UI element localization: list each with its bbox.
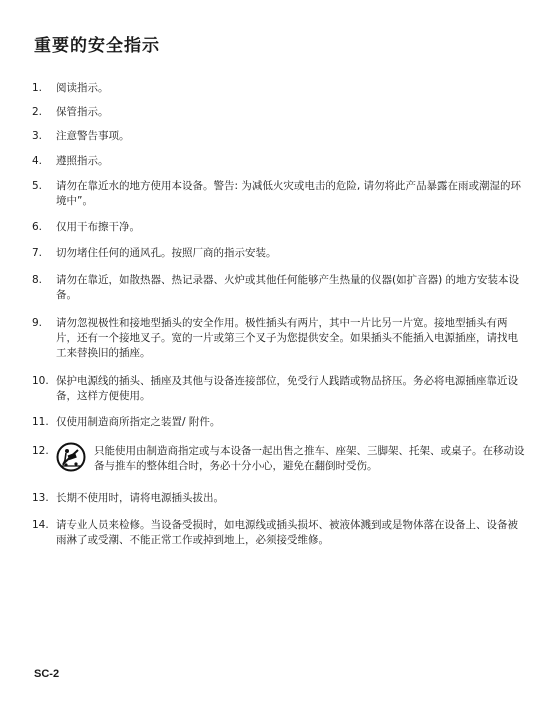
item-text: 只能使用由制造商指定或与本设备一起出售之推车、座架、三脚架、托架、或桌子。在移动设备与推车的整体组合时，务必十分小心，避免在翻倒时受伤。 [94, 445, 525, 472]
list-item [32, 444, 528, 474]
item-text: 请勿忽视极性和接地型插头的安全作用。极性插头有两片，其中一片比另一片宽。接地型插头有两片，还有一个接地叉子。宽的一片或第三个叉子为您提供安全。如果插头不能插入电源插座，请找电工来替换旧的插座。 [56, 317, 518, 359]
item-number: 5. [32, 180, 43, 192]
list-item [32, 273, 528, 303]
item-text: 注意警告事项。 [56, 130, 130, 142]
page-title: 重要的安全指示 [34, 36, 160, 56]
page-number: SC-2 [34, 668, 60, 680]
list-item [32, 154, 528, 169]
item-text: 仅使用制造商所指定之装置/ 附件。 [56, 416, 221, 428]
list-item [32, 105, 528, 120]
item-text: 阅读指示。 [56, 82, 109, 94]
item-text: 请勿在靠近，如散热器、热记录器、火炉或其他任何能够产生热量的仪器(如扩音器) 的地方安装本设备。 [56, 274, 520, 301]
list-item [32, 246, 528, 261]
item-number: 8. [32, 274, 43, 286]
cart-tip-over-warning-icon [56, 442, 86, 472]
item-text: 保护电源线的插头、插座及其他与设备连接部位，免受行人践踏或物品挤压。务必将电源插座靠近设备，这样方便使用。 [56, 375, 518, 402]
list-item [32, 518, 528, 548]
item-number: 9. [32, 317, 43, 329]
list-item [32, 179, 528, 209]
item-number: 14. [32, 519, 49, 531]
item-number: 11. [32, 416, 49, 428]
item-text: 遵照指示。 [56, 155, 109, 167]
item-text: 切勿堵住任何的通风孔。按照厂商的指示安装。 [56, 247, 277, 259]
list-item [32, 81, 528, 96]
item-number: 13. [32, 492, 49, 504]
list-item [32, 415, 528, 430]
item-text: 请勿在靠近水的地方使用本设备。警告: 为减低火灾或电击的危险, 请勿将此产品暴露在雨或潮湿的环境中”。 [56, 180, 522, 207]
item-number: 6. [32, 221, 43, 233]
item-number: 4. [32, 155, 43, 167]
item-text: 长期不使用时，请将电源插头拔出。 [56, 492, 224, 504]
list-item [32, 316, 528, 361]
list-item [32, 220, 528, 235]
item-number: 2. [32, 106, 43, 118]
item-number: 10. [32, 375, 49, 387]
list-item [32, 491, 528, 506]
item-text: 保管指示。 [56, 106, 109, 118]
item-text: 仅用干布擦干净。 [56, 221, 140, 233]
list-item [32, 129, 528, 144]
item-number: 1. [32, 82, 43, 94]
item-text: 请专业人员来检修。当设备受损时，如电源线或插头损坏、被液体溅到或是物体落在设备上、设备被雨淋了或受潮、不能正常工作或掉到地上，必须接受维修。 [56, 519, 518, 546]
item-number: 3. [32, 130, 43, 142]
item-number: 12. [32, 445, 49, 457]
item-number: 7. [32, 247, 43, 259]
list-item [32, 374, 528, 404]
